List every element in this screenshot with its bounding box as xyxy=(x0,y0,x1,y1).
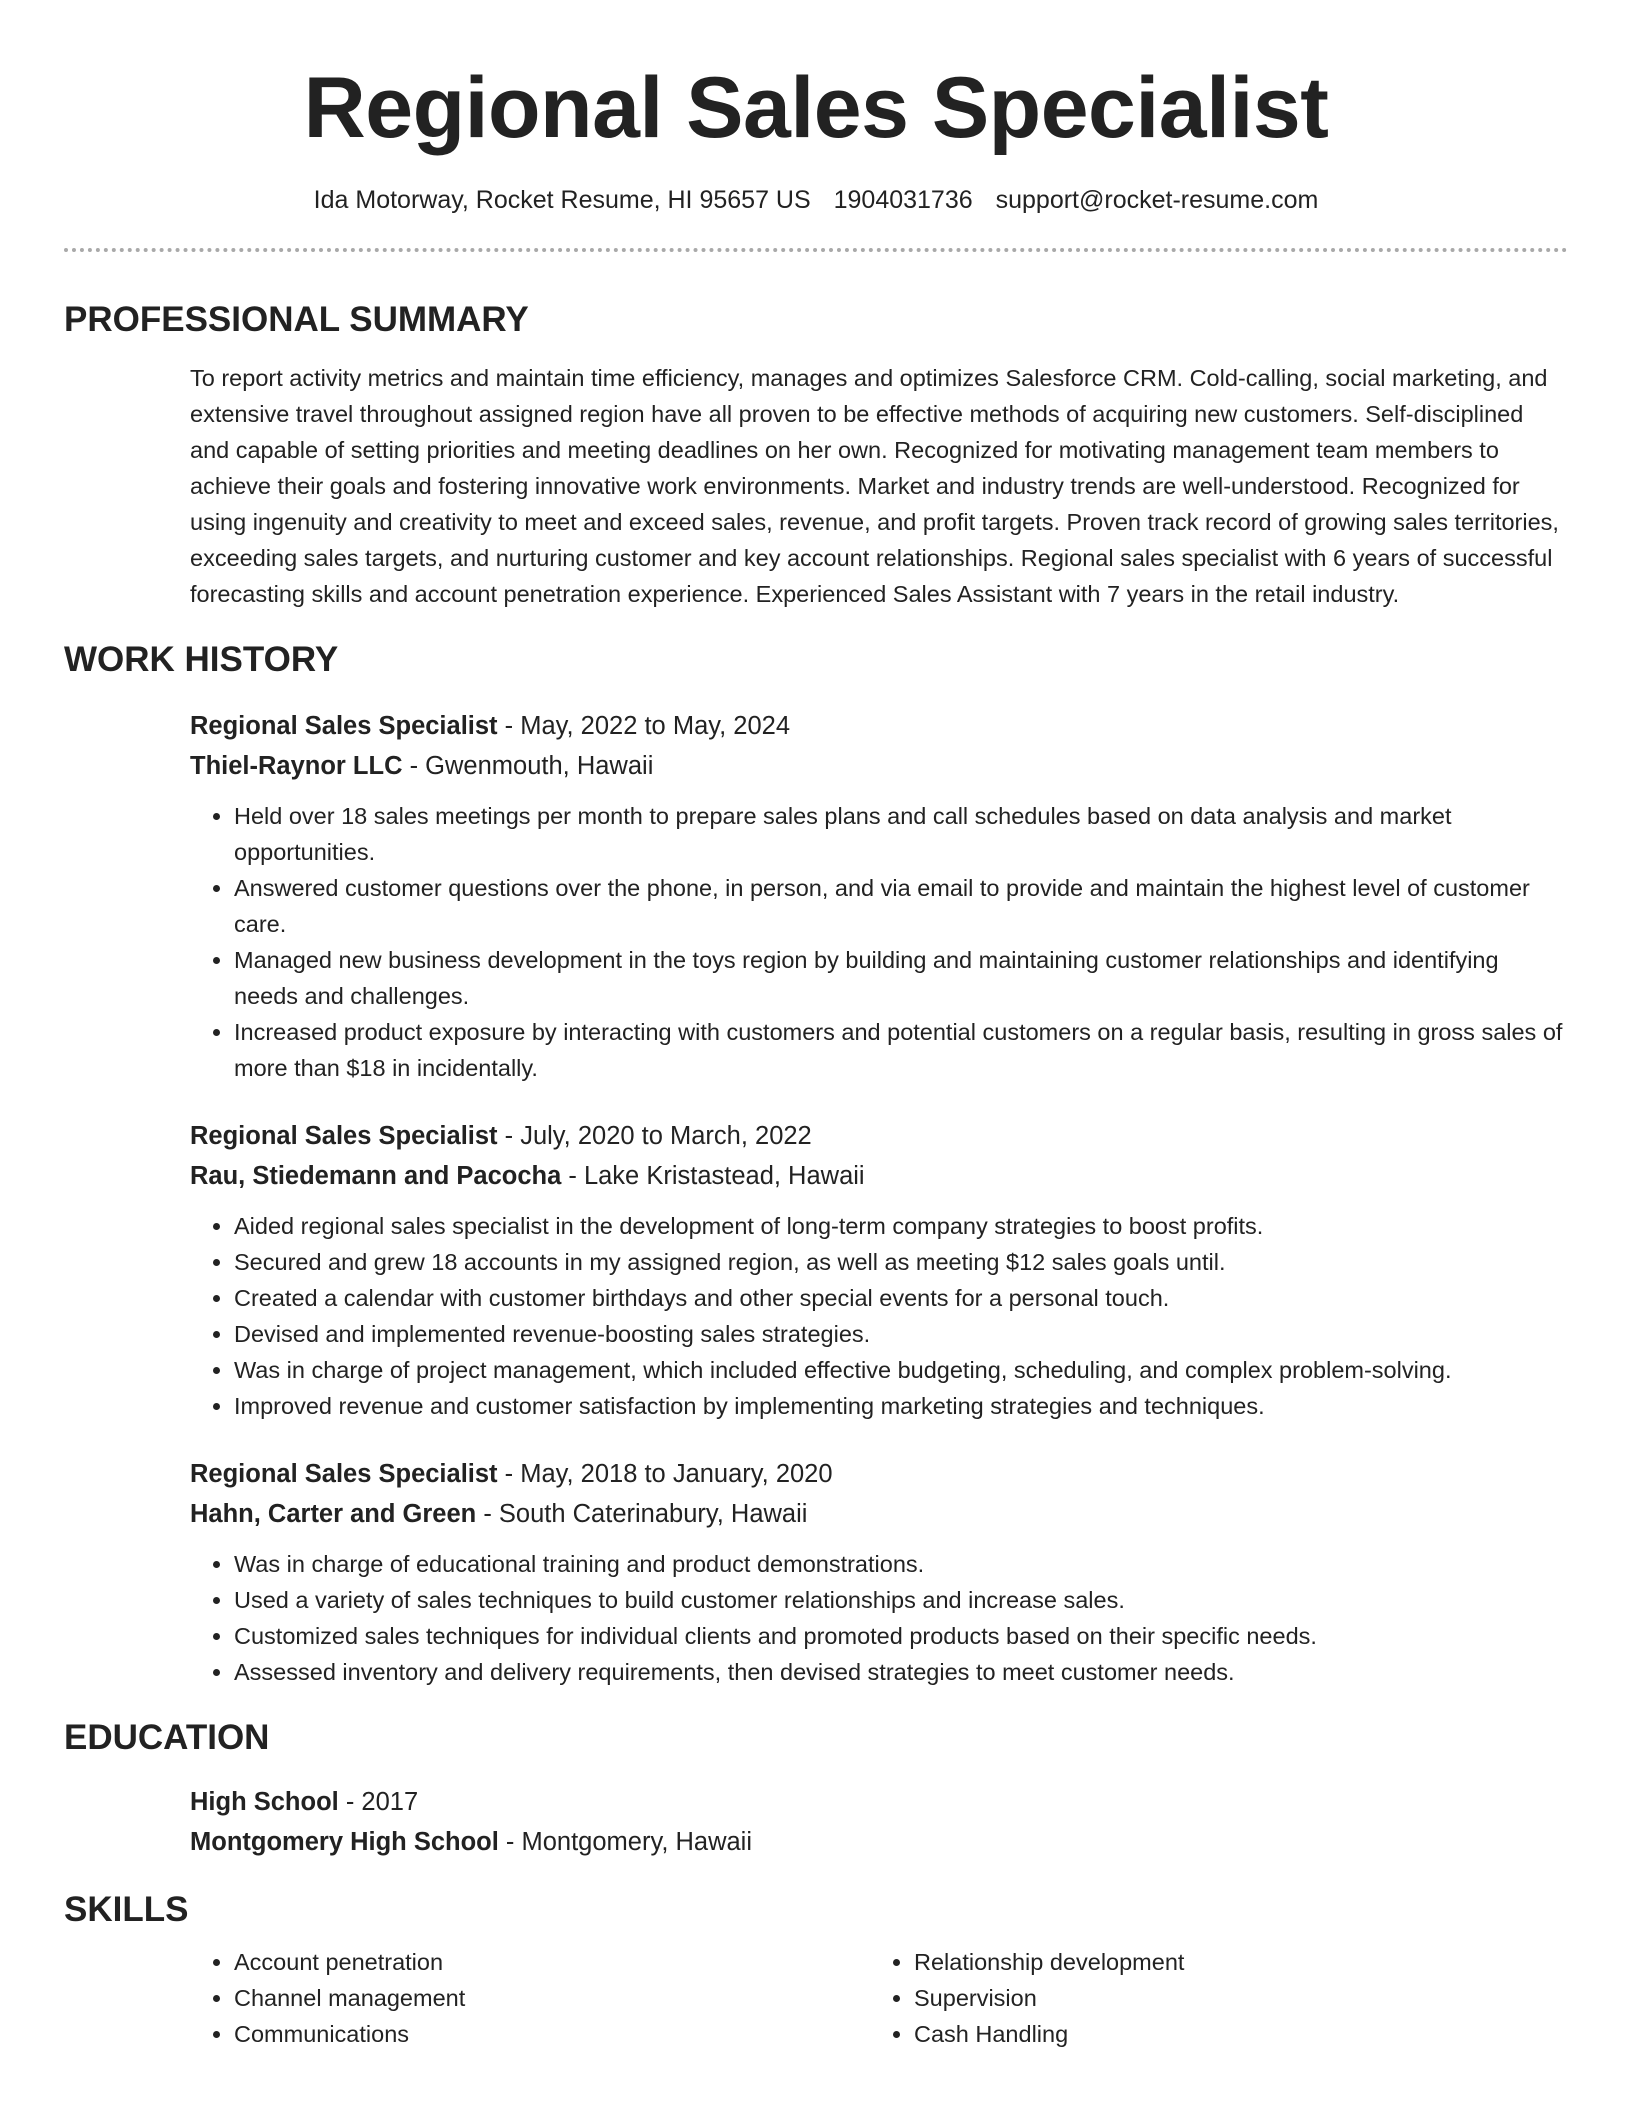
section-title-skills: SKILLS xyxy=(64,1890,189,1929)
skill-item: • Relationship development xyxy=(914,1944,1550,1980)
skills-list-right xyxy=(870,1944,1550,2052)
skill-item: • Cash Handling xyxy=(914,2016,1550,2052)
job-role: Regional Sales Specialist xyxy=(190,712,498,740)
job-dates: - July, 2020 to March, 2022 xyxy=(497,1122,812,1150)
skill-item: • Account penetration xyxy=(234,1944,870,1980)
section-title-work-history: WORK HISTORY xyxy=(64,640,339,679)
job-entry xyxy=(190,1116,1568,1424)
work-history-list xyxy=(190,706,1568,1690)
job-title-line xyxy=(190,1116,1568,1156)
list-item: • Devised and implemented revenue-boosting sales strategies. xyxy=(234,1316,1568,1352)
job-dates: - May, 2022 to May, 2024 xyxy=(497,712,790,740)
job-entry xyxy=(190,706,1568,1086)
skill-item: • Supervision xyxy=(914,1980,1550,2016)
list-item: • Was in charge of educational training and product demonstrations. xyxy=(234,1546,1568,1582)
education-school-line xyxy=(190,1822,1568,1862)
contact-address: Ida Motorway, Rocket Resume, HI 95657 US xyxy=(313,186,811,214)
job-company-line xyxy=(190,1494,1568,1534)
list-item: • Customized sales techniques for individual clients and promoted products based on their specific needs. xyxy=(234,1618,1568,1654)
candidate-name: Regional Sales Specialist xyxy=(303,60,1329,156)
job-company: Thiel-Raynor LLC xyxy=(190,752,403,780)
contact-phone: 1904031736 xyxy=(833,186,973,214)
job-bullets xyxy=(190,798,1568,1086)
header-divider xyxy=(64,248,1568,252)
list-item: • Answered customer questions over the phone, in person, and via email to provide and maintain the highest level of customer care. xyxy=(234,870,1568,942)
list-item: • Managed new business development in the toys region by building and maintaining customer relationships and identifying needs and challenges. xyxy=(234,942,1568,1014)
job-company-line xyxy=(190,746,1568,786)
list-item: • Aided regional sales specialist in the development of long-term company strategies to boost profits. xyxy=(234,1208,1568,1244)
education-entry xyxy=(190,1782,1568,1862)
job-location: - South Caterinabury, Hawaii xyxy=(476,1500,808,1528)
list-item: • Was in charge of project management, which included effective budgeting, scheduling, and complex problem-solving. xyxy=(234,1352,1568,1388)
list-item: • Secured and grew 18 accounts in my assigned region, as well as meeting $12 sales goals until. xyxy=(234,1244,1568,1280)
job-bullets xyxy=(190,1208,1568,1424)
list-item: • Assessed inventory and delivery requirements, then devised strategies to meet customer needs. xyxy=(234,1654,1568,1690)
list-item: • Held over 18 sales meetings per month to prepare sales plans and call schedules based on data analysis and market opportunities. xyxy=(234,798,1568,870)
job-role: Regional Sales Specialist xyxy=(190,1460,498,1488)
section-title-summary: PROFESSIONAL SUMMARY xyxy=(64,300,529,339)
list-item: • Improved revenue and customer satisfaction by implementing marketing strategies and techniques. xyxy=(234,1388,1568,1424)
education-year: - 2017 xyxy=(338,1788,419,1816)
job-company-line xyxy=(190,1156,1568,1196)
education-school: Montgomery High School xyxy=(190,1828,499,1856)
skills-column-left xyxy=(190,1944,870,2052)
list-item: • Increased product exposure by interacting with customers and potential customers on a regular basis, resulting in gross sales of more than $18 in incidentally. xyxy=(234,1014,1568,1086)
job-company: Hahn, Carter and Green xyxy=(190,1500,477,1528)
education-degree: High School xyxy=(190,1788,339,1816)
list-item: • Used a variety of sales techniques to build customer relationships and increase sales. xyxy=(234,1582,1568,1618)
skill-item: • Channel management xyxy=(234,1980,870,2016)
job-entry xyxy=(190,1454,1568,1690)
job-location: - Lake Kristastead, Hawaii xyxy=(561,1162,865,1190)
job-title-line xyxy=(190,1454,1568,1494)
job-title-line xyxy=(190,706,1568,746)
section-title-education: EDUCATION xyxy=(64,1718,270,1757)
job-role: Regional Sales Specialist xyxy=(190,1122,498,1150)
job-bullets xyxy=(190,1546,1568,1690)
education-location: - Montgomery, Hawaii xyxy=(498,1828,753,1856)
job-dates: - May, 2018 to January, 2020 xyxy=(497,1460,833,1488)
list-item: • Created a calendar with customer birthdays and other special events for a personal touch. xyxy=(234,1280,1568,1316)
skill-item: • Communications xyxy=(234,2016,870,2052)
skills-list-left xyxy=(190,1944,870,2052)
skills-column-right xyxy=(870,1944,1550,2052)
job-company: Rau, Stiedemann and Pacocha xyxy=(190,1162,562,1190)
job-location: - Gwenmouth, Hawaii xyxy=(402,752,654,780)
education-degree-line xyxy=(190,1782,1568,1822)
contact-email[interactable]: support@rocket-resume.com xyxy=(995,186,1319,214)
contact-line xyxy=(64,182,1568,218)
summary-text: To report activity metrics and maintain time efficiency, manages and optimizes Salesforce CRM. Cold-calling, social marketing, and extensive travel throughout assigned region have all proven to be effective methods of acquiring new customers. Self-disciplined and capable of setting priorities and meeting deadlines on her own. Recognized for motivating management team members to achieve their goals and fostering innovative work environments. Market and industry trends are well-understood. Recognized for using ingenuity and creativity to meet and exceed sales, revenue, and profit targets. Proven track record of growing sales territories, exceeding sales targets, and nurturing customer and key account relationships. Regional sales specialist with 6 years of successful forecasting skills and account penetration experience. Experienced Sales Assistant with 7 years in the retail industry. xyxy=(190,365,1559,607)
skills-grid xyxy=(190,1944,1568,2052)
